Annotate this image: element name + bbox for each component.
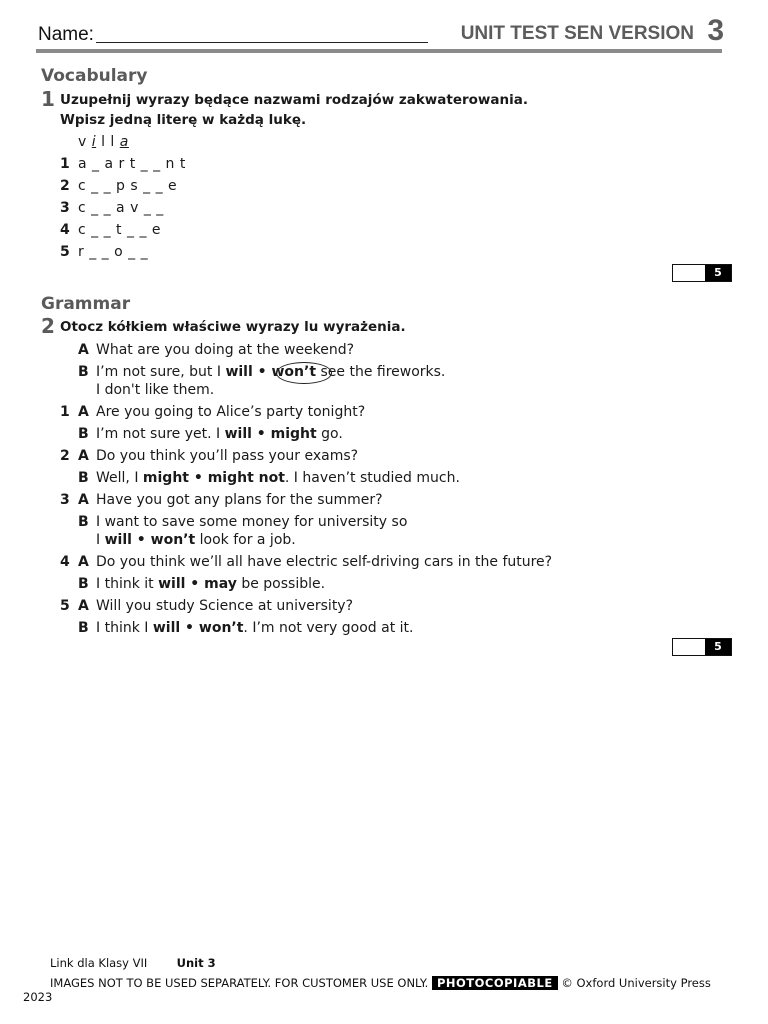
page-header xyxy=(38,14,724,54)
item-number: 1 xyxy=(60,156,70,172)
speaker-b: B xyxy=(78,470,89,486)
question-text: Have you got any plans for the summer? xyxy=(96,492,383,508)
task-number-2: 2 xyxy=(41,314,55,338)
gapped-word: c _ _ a v _ _ xyxy=(78,200,164,216)
grammar-section-title: Grammar xyxy=(41,294,131,314)
answer-text-line2: I don't like them. xyxy=(96,382,215,398)
item-number: 2 xyxy=(60,448,70,464)
speaker-a: A xyxy=(78,554,89,570)
speaker-b: B xyxy=(78,514,89,530)
item-number: 4 xyxy=(60,554,70,570)
name-label: Name: xyxy=(38,24,94,45)
footer-unit: Unit 3 xyxy=(176,956,216,970)
unit-number: 3 xyxy=(707,14,724,47)
option-1[interactable]: will xyxy=(224,426,252,442)
task-number-1: 1 xyxy=(41,87,55,111)
answer-text: I want to save some money for university so xyxy=(96,514,408,530)
question-text: What are you doing at the weekend? xyxy=(96,342,355,358)
example-word: v i l l a xyxy=(78,134,129,150)
answer-text: I think I will • won’t. I’m not very good at it. xyxy=(96,620,414,636)
speaker-a: A xyxy=(78,492,89,508)
question-text: Are you going to Alice’s party tonight? xyxy=(96,404,366,420)
option-2[interactable]: won’t xyxy=(198,620,244,636)
item-number: 3 xyxy=(60,200,70,216)
question-text: Do you think you’ll pass your exams? xyxy=(96,448,359,464)
option-2[interactable]: might xyxy=(270,426,317,442)
gapped-word: c _ _ p s _ _ e xyxy=(78,178,178,194)
unit-test-title: UNIT TEST SEN VERSION xyxy=(460,23,694,44)
speaker-a: A xyxy=(78,448,89,464)
option-1[interactable]: will xyxy=(152,620,181,636)
speaker-a: A xyxy=(78,598,89,614)
answer-text: I’m not sure yet. I will • might go. xyxy=(96,426,343,442)
answer-text: I think it will • may be possible. xyxy=(96,576,326,592)
speaker-b: B xyxy=(78,364,89,380)
speaker-a: A xyxy=(78,404,89,420)
footer-year: 2023 xyxy=(23,990,53,1004)
answer-text: Well, I might • might not. I haven’t studied much. xyxy=(96,470,460,486)
task-1-instruction-line2: Wpisz jedną literę w każdą lukę. xyxy=(60,112,307,128)
grammar-score-box[interactable] xyxy=(672,638,732,656)
gapped-word: r _ _ o _ _ xyxy=(78,244,149,260)
task-2-instruction: Otocz kółkiem właściwe wyrazy lu wyrażenia. xyxy=(60,319,406,335)
gapped-word: c _ _ t _ _ e xyxy=(78,222,162,238)
task-1-instruction-line1: Uzupełnij wyrazy będące nazwami rodzajów zakwaterowania. xyxy=(60,92,528,108)
gapped-word: a _ a r t _ _ n t xyxy=(78,156,186,172)
score-total: 5 xyxy=(705,265,731,281)
speaker-a: A xyxy=(78,342,89,358)
item-number: 5 xyxy=(60,244,70,260)
footer-notice-line xyxy=(50,976,711,990)
speaker-b: B xyxy=(78,620,89,636)
item-number: 4 xyxy=(60,222,70,238)
item-number: 1 xyxy=(60,404,70,420)
header-divider xyxy=(36,49,722,53)
usage-notice: IMAGES NOT TO BE USED SEPARATELY. FOR CUSTOMER USE ONLY. xyxy=(50,976,429,990)
option-2[interactable]: might not xyxy=(207,470,285,486)
item-number: 3 xyxy=(60,492,70,508)
option-1[interactable]: will xyxy=(158,576,186,592)
footer-course-line xyxy=(50,956,216,970)
question-text: Will you study Science at university? xyxy=(96,598,354,614)
option-1[interactable]: will xyxy=(104,532,132,548)
answer-text: I’m not sure, but I will • won’t see the fireworks. xyxy=(96,364,446,380)
option-1[interactable]: might xyxy=(142,470,189,486)
course-name: Link dla Klasy VII xyxy=(50,956,148,970)
name-write-line xyxy=(96,42,428,43)
photocopiable-badge: PHOTOCOPIABLE xyxy=(432,976,558,990)
item-number: 5 xyxy=(60,598,70,614)
example-answer-circle xyxy=(276,362,332,384)
option-2[interactable]: may xyxy=(204,576,237,592)
vocabulary-section-title: Vocabulary xyxy=(41,66,148,86)
copyright: © Oxford University Press xyxy=(561,976,711,990)
item-number: 2 xyxy=(60,178,70,194)
speaker-b: B xyxy=(78,576,89,592)
answer-text-line2: I will • won’t look for a job. xyxy=(96,532,296,548)
question-text: Do you think we’ll all have electric self-driving cars in the future? xyxy=(96,554,553,570)
speaker-b: B xyxy=(78,426,89,442)
score-total: 5 xyxy=(705,639,731,655)
option-2[interactable]: won’t xyxy=(150,532,196,548)
vocabulary-score-box[interactable] xyxy=(672,264,732,282)
